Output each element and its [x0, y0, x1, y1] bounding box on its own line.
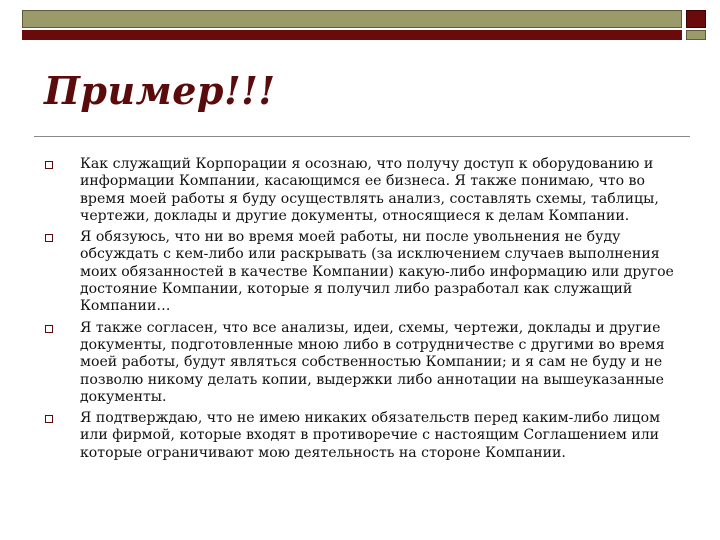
bullet-text: Я обязуюсь, что ни во время моей работы, ни после увольнения не буду обсуждать с кем-либо или раскрывать (за исключением случаев выполнения моих обязанностей в качестве Компании) какую-либо информацию или другое достояние Компании, которые я получил либо разработал как служащий Компании… — [80, 229, 674, 315]
header-bar-maroon — [22, 30, 682, 40]
slide-title: Пример!!! — [44, 68, 276, 113]
bullet-text: Я также согласен, что все анализы, идеи, схемы, чертежи, доклады и другие документы, подготовленные мною либо в сотрудничестве с другими во время моей работы, будут являться собственностью Компании; и я сам не буду и не позволю никому делать копии, выдержки либо аннотации на вышеуказанные документы. — [80, 319, 665, 405]
square-bullet-icon — [45, 325, 53, 333]
bullet-item — [44, 229, 676, 315]
title-divider — [34, 136, 690, 137]
header-bar-olive — [22, 10, 682, 28]
square-bullet-icon — [45, 415, 53, 423]
square-bullet-icon — [45, 161, 53, 169]
bullet-text: Как служащий Корпорации я осознаю, что получу доступ к оборудованию и информации Компании, касающимся ее бизнеса. Я также понимаю, что во время моей работы я буду осуществлять анализ, составлять схемы, таблицы, чертежи, доклады и другие документы, относящиеся к делам Компании. — [80, 156, 659, 224]
bullet-list — [44, 156, 676, 466]
bullet-item — [44, 156, 676, 225]
bullet-text: Я подтверждаю, что не имею никаких обязательств перед каким-либо лицом или фирмой, которые входят в противоречие с настоящим Соглашением или которые ограничивают мою деятельность на стороне Компании. — [80, 410, 661, 461]
square-bullet-icon — [45, 234, 53, 242]
bullet-item — [44, 320, 676, 406]
bullet-item — [44, 410, 676, 462]
header-square-maroon — [686, 10, 706, 28]
header-square-olive — [686, 30, 706, 40]
